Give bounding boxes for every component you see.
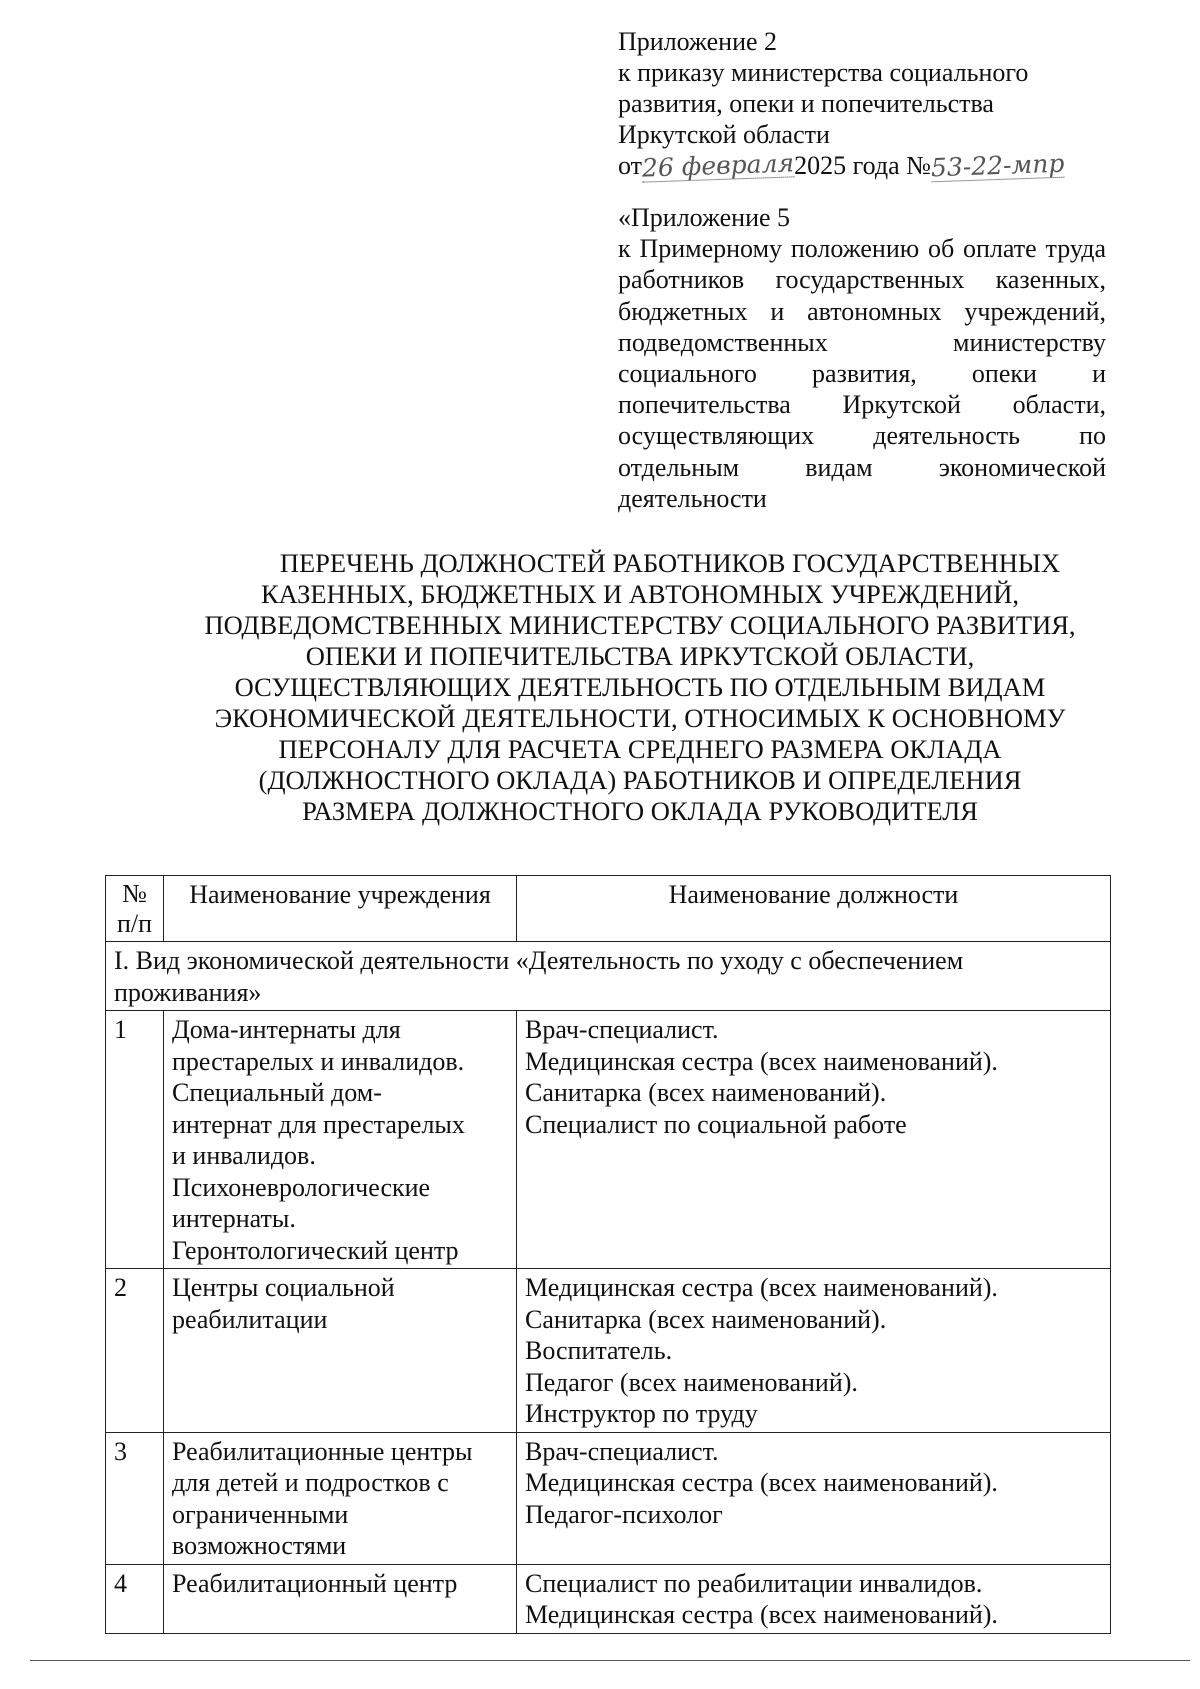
section-row (106, 942, 1111, 1011)
row-number: 2 (106, 1269, 164, 1433)
section-title: I. Вид экономической деятельности «Деятельность по уходу с обеспечением проживания» (106, 942, 1111, 1011)
header-position: Наименование должности (517, 876, 1111, 942)
row-number: 1 (106, 1011, 164, 1269)
appendix-ministry-line: развития, опеки и попечительства (618, 89, 994, 118)
institution-cell: Центры социальной реабилитации (164, 1269, 517, 1433)
position-cell: Врач-специалист. Медицинская сестра (всех наименований). Педагог-психолог (517, 1432, 1111, 1564)
table-row (106, 1269, 1111, 1433)
header-institution: Наименование учреждения (164, 876, 517, 942)
table-row (106, 1011, 1111, 1269)
annex-5-title: «Приложение 5 (618, 203, 791, 232)
position-cell: Врач-специалист. Медицинская сестра (всех наименований). Санитарка (всех наименований). Специалист по социальной работе (517, 1011, 1111, 1269)
appendix-number: Приложение 2 (618, 27, 778, 56)
position-cell: Медицинская сестра (всех наименований). Санитарка (всех наименований). Воспитатель. Педагог (всех наименований). Инструктор по труду (517, 1269, 1111, 1433)
heading-line: РАЗМЕРА ДОЛЖНОСТНОГО ОКЛАДА РУКОВОДИТЕЛЯ (302, 796, 978, 826)
appendix-reference-block (618, 26, 1108, 181)
heading-line: ОСУЩЕСТВЛЯЮЩИХ ДЕЯТЕЛЬНОСТЬ ПО ОТДЕЛЬНЫМ ВИДАМ (234, 672, 1046, 702)
handwritten-date: 26 февраля (641, 148, 795, 183)
date-year: 2025 года № (794, 151, 931, 180)
row-number: 3 (106, 1432, 164, 1564)
table-row (106, 1564, 1111, 1633)
document-heading (150, 548, 1130, 827)
position-cell: Специалист по реабилитации инвалидов. Медицинская сестра (всех наименований). (517, 1564, 1111, 1633)
appendix-order-line: к приказу министерства социального (618, 58, 1029, 87)
heading-line: (ДОЛЖНОСТНОГО ОКЛАДА) РАБОТНИКОВ И ОПРЕДЕЛЕНИЯ (258, 765, 1022, 795)
date-prefix: от (618, 151, 643, 180)
heading-line: ОПЕКИ И ПОПЕЧИТЕЛЬСТВА ИРКУТСКОЙ ОБЛАСТИ, (305, 641, 975, 671)
annex-5-body: к Примерному положению об оплате труда работников государственных казенных, бюджетных и автономных учреждений, подведомственных министерству социального развития, опеки и попечительства Иркутской области, осуществляющих деятельность по отдельным видам экономической деятельности (618, 234, 1106, 513)
appendix-region-line: Иркутской области (618, 120, 830, 149)
header-number: № п/п (106, 876, 164, 942)
appendix-date-line (618, 150, 1108, 181)
annex-5-block (618, 202, 1106, 514)
heading-line: ЭКОНОМИЧЕСКОЙ ДЕЯТЕЛЬНОСТИ, ОТНОСИМЫХ К ОСНОВНОМУ (214, 703, 1066, 733)
heading-line: ПЕРЕЧЕНЬ ДОЛЖНОСТЕЙ РАБОТНИКОВ ГОСУДАРСТВЕННЫХ (279, 548, 1061, 578)
institution-cell: Дома-интернаты для престарелых и инвалидов. Специальный дом- интернат для престарелых и инвалидов. Психоневрологические интернаты. Геронтологический центр (164, 1011, 517, 1269)
row-number: 4 (106, 1564, 164, 1633)
table-row (106, 1432, 1111, 1564)
heading-line: ПЕРСОНАЛУ ДЛЯ РАСЧЕТА СРЕДНЕГО РАЗМЕРА ОКЛАДА (278, 734, 1002, 764)
heading-line: ПОДВЕДОМСТВЕННЫХ МИНИСТЕРСТВУ СОЦИАЛЬНОГО РАЗВИТИЯ, (204, 610, 1076, 640)
positions-table (105, 875, 1111, 1634)
handwritten-order-number: 53-22-мпр (930, 148, 1065, 183)
institution-cell: Реабилитационный центр (164, 1564, 517, 1633)
institution-cell: Реабилитационные центры для детей и подростков с ограниченными возможностями (164, 1432, 517, 1564)
page-bottom-rule (30, 1660, 1190, 1661)
table-header-row (106, 876, 1111, 942)
heading-line: КАЗЕННЫХ, БЮДЖЕТНЫХ И АВТОНОМНЫХ УЧРЕЖДЕНИЙ, (260, 579, 1020, 609)
